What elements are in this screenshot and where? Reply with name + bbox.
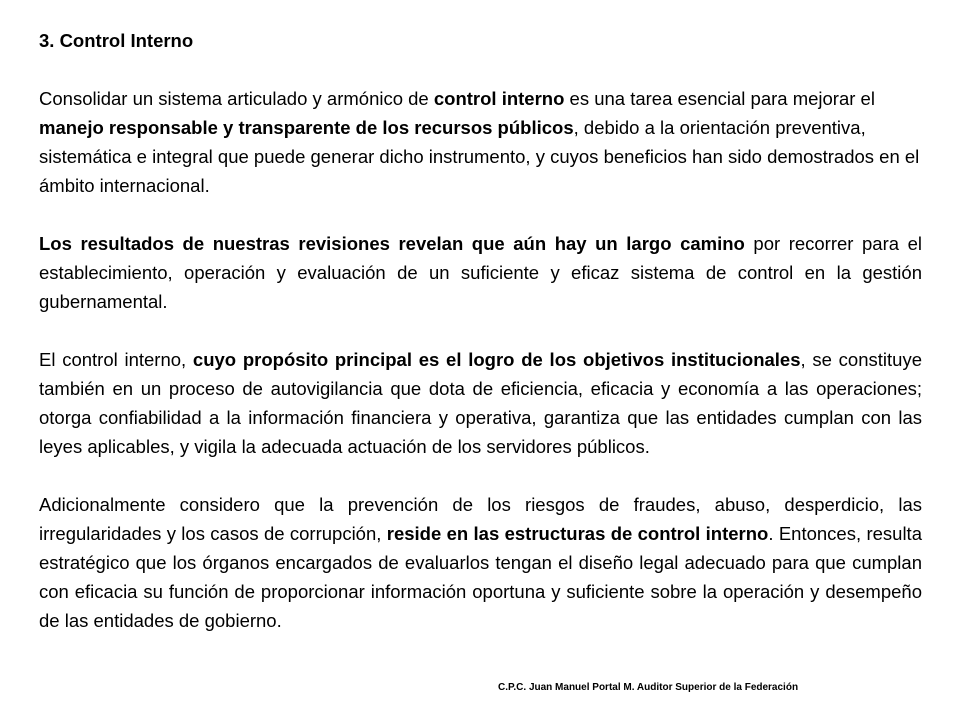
- paragraph-1-emphasis: control interno: [433, 88, 565, 109]
- paragraph-3-text: El control interno,: [39, 349, 193, 370]
- paragraph-1: [39, 84, 922, 200]
- paragraph-2: [39, 229, 922, 316]
- signature-line: C.P.C. Juan Manuel Portal M. Auditor Superior de la Federación: [498, 682, 799, 693]
- slide-content: [39, 26, 922, 635]
- paragraph-3-emphasis: cuyo propósito principal es el logro de los objetivos institucionales: [192, 349, 801, 370]
- paragraph-4-text: . Entonces, resulta estratégico que los órganos encargados de evaluarlos tengan el diseño legal adecuado para que cumplan con eficacia su función de proporcionar información oportuna y suficiente sobre la operación y desempeño de las entidades de gobierno.: [39, 523, 922, 631]
- paragraph-1-emphasis: manejo responsable y transparente de los recursos públicos: [39, 117, 574, 138]
- paragraph-3-text: , se constituye también en un proceso de autovigilancia que dota de eficiencia, eficacia y economía a las operaciones; otorga confiabilidad a la información financiera y operativa, garantiza que las entidades cumplan con las leyes aplicables, y vigila la adecuada actuación de los servidores públicos.: [39, 349, 922, 457]
- paragraph-2-emphasis: Los resultados de nuestras revisiones revelan que aún hay un largo camino: [39, 233, 745, 254]
- paragraph-2-text: por recorrer para el establecimiento, operación y evaluación de un suficiente y eficaz sistema de control en la gestión gubernamental.: [39, 233, 922, 312]
- paragraph-4: [39, 490, 922, 635]
- paragraph-1-text: Consolidar un sistema articulado y armónico de: [39, 88, 434, 109]
- section-heading: 3. Control Interno: [39, 30, 194, 51]
- paragraph-1-text: es una tarea esencial para mejorar el: [564, 88, 875, 109]
- paragraph-1-text: , debido a la orientación preventiva, sistemática e integral que puede generar dicho instrumento, y cuyos beneficios han sido demostrados en el ámbito internacional.: [39, 117, 920, 196]
- paragraph-3: [39, 345, 922, 461]
- paragraph-4-text: Adicionalmente considero que la prevención de los riesgos de fraudes, abuso, desperdicio, las irregularidades y los casos de corrupción,: [39, 494, 922, 544]
- paragraph-4-emphasis: reside en las estructuras de control interno: [386, 523, 769, 544]
